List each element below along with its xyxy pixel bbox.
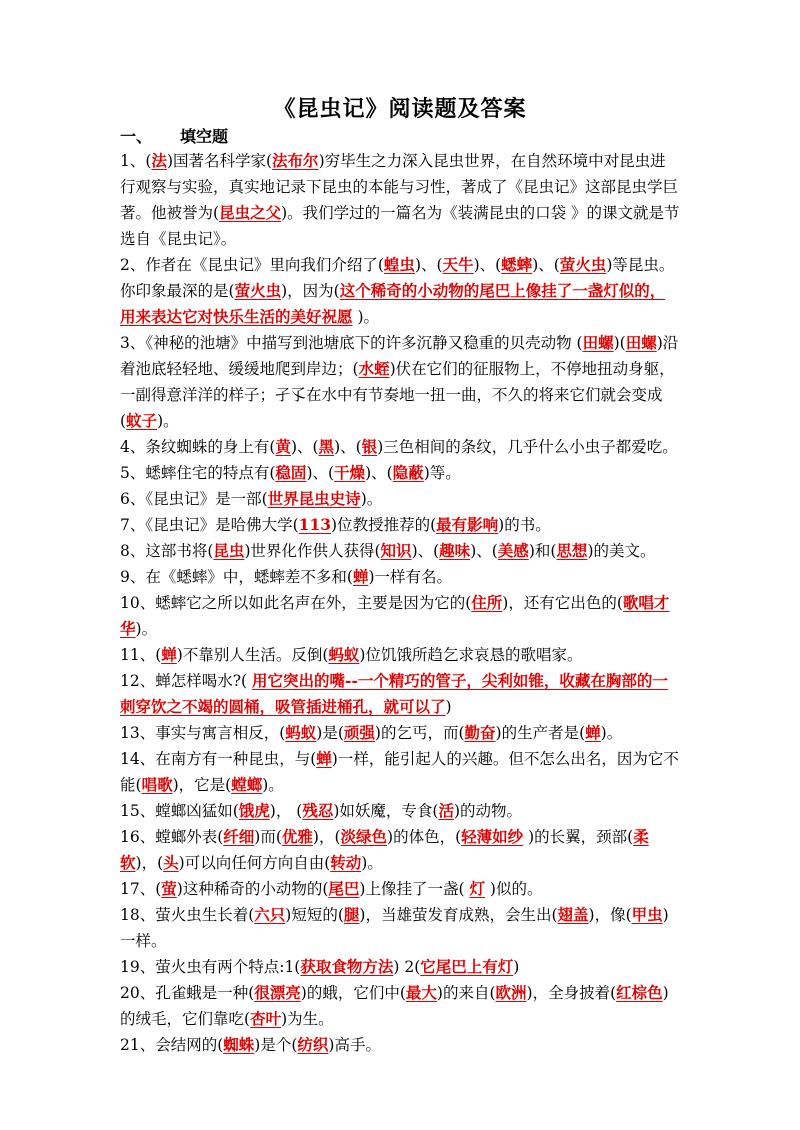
answer-text: 美感 (497, 541, 529, 560)
answer-text: 歌唱才华 (120, 593, 670, 638)
question-text: )不靠别人生活。反倒( (176, 646, 329, 664)
question-item (120, 460, 680, 486)
question-text: )似的。 (484, 880, 543, 898)
question-text: )可以向任何方向自由( (178, 854, 331, 872)
question-text: 3、《神秘的池塘》中描写到池塘底下的许多沉静又稳重的贝壳动物 ( (120, 334, 583, 352)
answer-text: 活 (438, 801, 454, 820)
answer-text: 银 (361, 437, 378, 456)
question-text: )的动物。 (453, 802, 523, 820)
question-list (120, 148, 680, 1058)
question-text: )、( (473, 256, 502, 274)
question-item (120, 564, 680, 590)
answer-text: 尾巴 (328, 879, 360, 898)
answer-text: 蜘蛛 (223, 1035, 255, 1054)
answer-text: 蟋蟀 (501, 255, 533, 274)
question-text: 18、萤火虫生长着( (120, 906, 255, 924)
answer-text: 腿 (343, 905, 360, 924)
answer-text: 蝉 (352, 567, 369, 586)
question-text: )。 (352, 308, 379, 326)
question-text: )为生。 (281, 1010, 334, 1028)
answer-text: 趣味 (439, 541, 471, 560)
answer-text: 蝉 (585, 723, 601, 742)
question-text: )的体色，( (387, 828, 462, 846)
question-text: )上像挂了一盏( (359, 880, 470, 898)
question-text: )。 (135, 620, 158, 638)
question-text: )。 (361, 854, 383, 872)
answer-text: 杏叶 (250, 1009, 282, 1028)
question-text: 2、作者在《昆虫记》里向我们介绍了( (120, 256, 384, 274)
answer-text: 水蛭 (358, 359, 390, 378)
question-text: )的书。 (498, 516, 551, 534)
question-text: ) (445, 698, 452, 716)
answer-text: 甲虫 (631, 905, 663, 924)
question-text: )，当雄萤发育成熟，会生出( (359, 906, 558, 924)
question-text: )的乞丐，而( (374, 724, 465, 742)
question-text: )的来自( (436, 984, 496, 1002)
question-text: 13、事实与寓言相反，( (120, 724, 286, 742)
answer-text: 饿虎 (238, 801, 270, 820)
question-text: )，( (312, 828, 341, 846)
question-item (120, 512, 680, 538)
answer-text: 萤火虫 (234, 281, 282, 300)
answer-text: 113 (298, 515, 332, 534)
answer-text: 淡绿色 (340, 827, 388, 846)
question-item (120, 642, 680, 668)
question-item (120, 746, 680, 798)
question-text: )、( (290, 438, 319, 456)
answer-text: 干燥 (334, 463, 366, 482)
answer-text: 唱歌 (141, 775, 173, 794)
question-item (120, 252, 680, 330)
question-text: )的美文。 (587, 542, 656, 560)
answer-text: 法 (151, 151, 167, 170)
answer-text: 六只 (254, 905, 286, 924)
answer-text: 最有影响 (436, 515, 499, 534)
answer-text: 勤奋 (464, 723, 496, 742)
question-text: ) (513, 958, 520, 976)
answer-text: 萤火虫 (559, 255, 607, 274)
question-text: )一样，能引起人的兴趣。但不怎么出名，因为它不能( (120, 750, 679, 794)
question-text: )的长翼，颈部( (523, 828, 634, 846)
answer-text: 欧洲 (495, 983, 527, 1002)
question-text: )。 (600, 724, 623, 742)
question-text: )等。 (423, 464, 461, 482)
question-text: )、( (414, 256, 443, 274)
answer-text: 蚊子 (126, 411, 158, 430)
section-heading (120, 124, 228, 147)
question-item (120, 538, 680, 564)
question-text: )。我们学过的一篇名为《装满昆虫的口袋 》的课文就是节选自《昆虫记》。 (120, 204, 680, 248)
answer-text: 蝗虫 (383, 255, 415, 274)
question-text: )，还有它出色的( (502, 594, 623, 612)
question-text: )、( (306, 464, 335, 482)
question-item (120, 798, 680, 824)
question-text: 19、萤火虫有两个特点:1( (120, 958, 301, 976)
question-text: )，像( (588, 906, 632, 924)
answer-text: 天牛 (442, 255, 474, 274)
answer-text: 世界昆虫史诗 (267, 489, 361, 508)
question-text: )如妖魔，专食( (333, 802, 439, 820)
answer-text: 萤 (161, 879, 177, 898)
question-text: 17、( (120, 880, 162, 898)
question-text: )国著名科学家( (166, 152, 273, 170)
page-title: 《昆虫记》阅读题及答案 (273, 96, 527, 122)
answer-text: 柔软 (120, 827, 649, 872)
question-text: )穷毕生之力深入昆虫世界，在自然环境中对昆虫进行观察与实验，真实地记录下昆虫的本能与习性，著成了《昆虫记》这部昆虫学巨著。他被誉为( (120, 152, 679, 222)
answer-text: 它尾巴上有灯 (420, 957, 514, 976)
question-text: ) 2( (393, 958, 421, 976)
question-text: 20、孔雀蛾是一种( (120, 984, 255, 1002)
answer-text: 黄 (275, 437, 291, 456)
answer-text: 田螺 (582, 333, 614, 352)
answer-text: 知识 (380, 541, 412, 560)
answer-text: 获取食物方法 (300, 957, 394, 976)
question-item (120, 148, 680, 252)
question-text: )、( (532, 256, 560, 274)
question-item (120, 980, 680, 1032)
answer-text: 黑 (318, 437, 335, 456)
question-text: 14、在南方有一种昆虫，与( (120, 750, 317, 768)
question-item (120, 720, 680, 746)
question-item (120, 876, 680, 902)
answer-text: 昆虫之父 (219, 203, 282, 222)
section-label: 填空题 (180, 127, 229, 146)
answer-text: 最大 (405, 983, 437, 1002)
question-item (120, 824, 680, 876)
question-text: )的绒毛，它们靠吃( (120, 984, 669, 1028)
question-item (120, 330, 680, 434)
answer-text: 纺织 (297, 1035, 329, 1054)
answer-text: 田螺 (625, 333, 657, 352)
question-text: )位教授推荐的( (331, 516, 437, 534)
question-text: 12、蝉怎样喝水?( (120, 672, 253, 690)
answer-text: 轻薄如纱 (461, 827, 524, 846)
question-text: )和( (528, 542, 557, 560)
question-text: )、( (411, 542, 440, 560)
question-item (120, 434, 680, 460)
question-text: )一样。 (120, 906, 669, 950)
answer-text: 灯 (469, 879, 485, 898)
question-text: )这种稀奇的小动物的( (176, 880, 329, 898)
answer-text: 蚂蚁 (328, 645, 360, 664)
question-text: )位饥饿所趋乞求哀恳的歌唱家。 (359, 646, 583, 664)
question-text: )高手。 (328, 1036, 381, 1054)
question-text: )而( (254, 828, 282, 846)
question-text: 15、螳螂凶猛如( (120, 802, 239, 820)
question-text: 11、( (120, 646, 162, 664)
question-text: )， ( (269, 802, 303, 820)
question-text: 7、《昆虫记》是哈佛大学( (120, 516, 299, 534)
question-text: 6、《昆虫记》是一部( (120, 490, 268, 508)
answer-text: 红棕色 (616, 983, 663, 1002)
question-text: 10、蟋蟀它之所以如此名声在外，主要是因为它的( (120, 594, 472, 612)
question-text: )、( (334, 438, 362, 456)
question-text: )，( (135, 854, 164, 872)
answer-text: 蝉 (161, 645, 177, 664)
answer-text: 优雅 (281, 827, 313, 846)
question-text: 9、在《蟋蟀》中，蟋蟀差不多和( (120, 568, 353, 586)
answer-text: 残忍 (302, 801, 334, 820)
answer-text: 很漂亮 (254, 983, 301, 1002)
answer-text: 昆虫 (213, 541, 245, 560)
question-text: )，因为( (281, 282, 340, 300)
question-text: )、( (365, 464, 393, 482)
question-text: 1、( (120, 152, 152, 170)
question-item (120, 590, 680, 642)
answer-text: 稳固 (275, 463, 307, 482)
question-text: )一样有名。 (368, 568, 452, 586)
question-text: )的蛾，它们中( (300, 984, 406, 1002)
answer-text: 隐蔽 (392, 463, 424, 482)
question-text: )短短的( (285, 906, 344, 924)
answer-text: 思想 (556, 541, 588, 560)
question-text: 5、蟋蟀住宅的特点有( (120, 464, 276, 482)
answer-text: 这个稀奇的小动物的尾巴上像挂了一盏灯似的，用来表达它对快乐生活的美好祝愿 (120, 281, 666, 326)
question-text: )( (613, 334, 626, 352)
question-text: )、( (470, 542, 498, 560)
answer-text: 蚂蚁 (285, 723, 317, 742)
question-text: )的生产者是( (495, 724, 586, 742)
answer-text: 纤细 (223, 827, 255, 846)
question-text: )世界化作供人获得( (244, 542, 381, 560)
question-text: )三色相间的条纹，几乎什么小虫子都爱吃。 (377, 438, 678, 456)
question-text: )。 (360, 490, 383, 508)
answer-text: 蝉 (316, 749, 332, 768)
answer-text: 头 (163, 853, 179, 872)
question-text: )，它是( (172, 776, 232, 794)
question-text: )沿着池底轻轻地、缓缓地爬到岸边；( (120, 334, 679, 378)
question-item (120, 486, 680, 512)
answer-text: 用它突出的嘴--一个精巧的管子，尖利如锥，收藏在胸部的一刺穿饮之不竭的圆桶，吸管插进桶孔，就可以了 (120, 671, 668, 716)
question-text: )。 (157, 412, 179, 430)
question-text: )。 (262, 776, 284, 794)
answer-text: 翅盖 (557, 905, 589, 924)
section-number: 一、 (120, 127, 153, 146)
question-item (120, 668, 680, 720)
question-text: 21、会结网的( (120, 1036, 224, 1054)
answer-text: 顽强 (343, 723, 375, 742)
answer-text: 法布尔 (272, 151, 319, 170)
question-item (120, 1032, 680, 1058)
answer-text: 转动 (330, 853, 362, 872)
question-item (120, 954, 680, 980)
answer-text: 住所 (471, 593, 503, 612)
question-item (120, 902, 680, 954)
question-text: )，全身披着( (526, 984, 617, 1002)
question-text: )伏在它们的征服物上，不停地扭动身躯，一副得意洋洋的样子；孑孓在水中有节奏地一扭一曲，不久的将来它们就会变成( (120, 360, 675, 430)
question-text: 16、螳螂外表( (120, 828, 224, 846)
question-text: 4、条纹蜘蛛的身上有( (120, 438, 276, 456)
question-text: 8、这部书将( (120, 542, 214, 560)
question-text: )等昆虫。你印象最深的是( (120, 256, 675, 300)
answer-text: 螳螂 (231, 775, 263, 794)
question-text: )是个( (254, 1036, 298, 1054)
question-text: )是( (316, 724, 344, 742)
